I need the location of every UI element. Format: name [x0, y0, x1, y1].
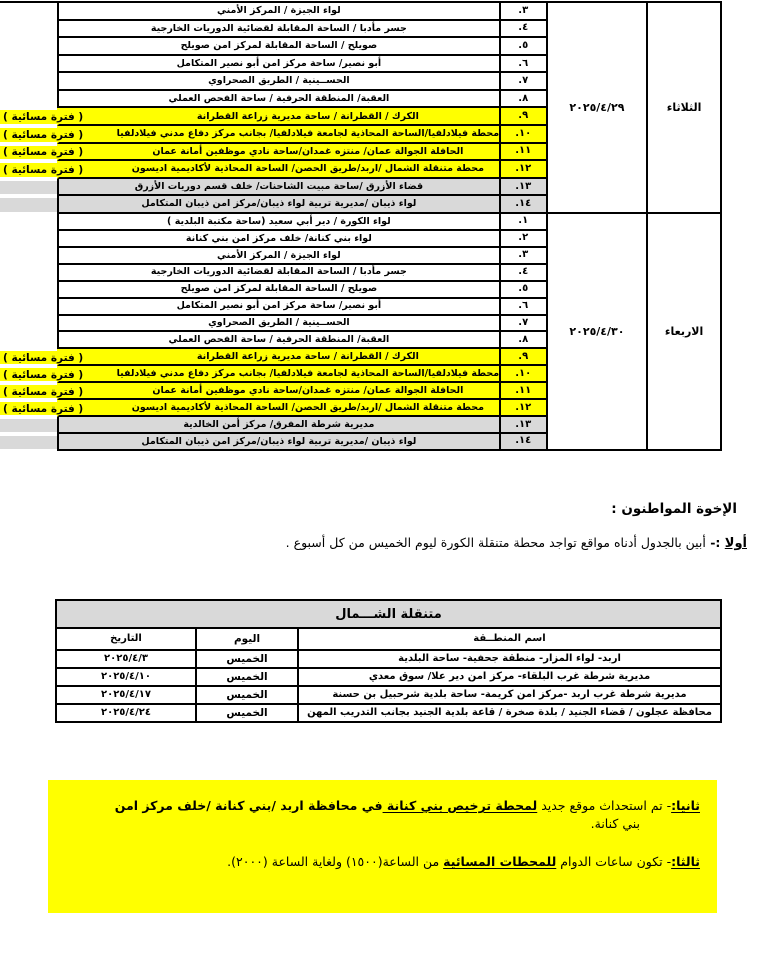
first-note-text: أبين بالجدول أدناه مواقع تواجد محطة متنقلة الكورة ليوم الخميس من كل أسبوع . — [285, 535, 706, 550]
schedule-rows-column — [0, 214, 548, 451]
table-row — [0, 265, 548, 282]
row-number-cell: .٩ — [499, 108, 548, 126]
schedule-table — [0, 1, 722, 451]
table-row — [57, 669, 720, 687]
row-number-cell: .٦ — [499, 56, 548, 74]
row-number-cell: .١٢ — [499, 161, 548, 179]
row-left-bleed — [0, 434, 57, 451]
row-number-cell: .٩ — [499, 349, 548, 366]
location-cell: صويلح / الساحة المقابلة لمركز امن صويلح — [57, 282, 499, 299]
day-cell: الثلاثاء — [646, 3, 722, 214]
location-cell: محطة متنقلة الشمال /اربد/طريق الحصن/ الساحة المحاذية لأكاديمية اديسون — [57, 400, 499, 417]
north-table-body — [57, 651, 720, 721]
location-cell: لواء بني كنانة/ خلف مركز امن بني كنانة — [57, 231, 499, 248]
table-row — [0, 126, 548, 144]
note-text-segment: - تم استحداث موقع جديد — [537, 798, 672, 813]
row-number-cell: .١٣ — [499, 179, 548, 197]
row-number-cell: .١١ — [499, 383, 548, 400]
table-row — [0, 248, 548, 265]
north-mobile-table — [55, 599, 722, 723]
table-row — [0, 38, 548, 56]
location-cell: الحافلة الجوالة عمان/ منتزه غمدان/ساحة نادي موظفين أمانة عمان — [57, 383, 499, 400]
row-left-bleed — [0, 161, 84, 179]
evening-period-label: ( فترة مسائية ) — [3, 368, 84, 381]
note-text-segment: للمحطات المسائية — [443, 853, 557, 869]
row-number-cell: .٨ — [499, 91, 548, 109]
column-header-date: التاريخ — [110, 633, 142, 644]
table-row — [0, 73, 548, 91]
evening-period-label: ( فترة مسائية ) — [3, 351, 84, 364]
row-number-cell: .٥ — [499, 282, 548, 299]
note-text-segment: من الساعة(١٥٠٠) ولغاية الساعة (٢٠٠٠). — [227, 853, 444, 869]
row-left-bleed — [0, 91, 57, 109]
note-text-segment: ثالثا: — [671, 853, 700, 869]
row-number-cell: .١ — [499, 214, 548, 231]
first-note-label: أولا — [724, 536, 747, 551]
table-row — [0, 299, 548, 316]
row-left-bleed — [0, 179, 57, 197]
row-number-cell: .١٤ — [499, 196, 548, 214]
second-note — [62, 798, 700, 815]
citizens-heading: الإخوة المواطنون : — [611, 501, 737, 517]
location-cell: أبو نصير/ ساحة مركز امن أبو نصير المتكامل — [57, 56, 499, 74]
location-cell: الكرك / القطرانة / ساحة مديرية زراعة القطرانة — [57, 349, 499, 366]
date-cell: ٢٠٢٥/٤/٣ — [104, 653, 148, 664]
column-header-region: اسم المنطــقة — [473, 633, 546, 644]
row-left-bleed — [0, 214, 57, 231]
row-number-cell: .١٢ — [499, 400, 548, 417]
table-row — [0, 434, 548, 451]
location-cell: الكرك / القطرانة / ساحة مديرية زراعة القطرانة — [57, 108, 499, 126]
note-text-segment: - تكون ساعات الدوام — [556, 853, 672, 869]
date-cell: ٢٠٢٥/٤/٣٠ — [548, 214, 646, 451]
evening-period-label: ( فترة مسائية ) — [3, 402, 84, 415]
table-row — [0, 108, 548, 126]
row-number-cell: .٤ — [499, 265, 548, 282]
evening-period-label: ( فترة مسائية ) — [3, 128, 84, 141]
table-row — [0, 21, 548, 39]
table-row — [0, 144, 548, 162]
row-left-bleed — [0, 282, 57, 299]
row-left-bleed — [0, 126, 84, 144]
location-cell: محطة فيلادلفيا/الساحة المحاذية لجامعة فيلادلفيا/ بجانب مركز دفاع مدني فيلادلفيا — [57, 126, 499, 144]
table-row — [0, 417, 548, 434]
row-left-bleed — [0, 366, 84, 383]
location-cell: مديرية شرطة المفرق/ مركز أمن الخالدية — [57, 417, 499, 434]
row-left-bleed — [0, 265, 57, 282]
table-row — [0, 231, 548, 248]
date-cell: ٢٠٢٥/٤/٢٩ — [548, 3, 646, 214]
row-left-bleed — [0, 38, 57, 56]
row-left-bleed — [0, 248, 57, 265]
date-cell: ٢٠٢٥/٤/١٧ — [100, 689, 152, 700]
row-left-bleed — [0, 349, 84, 366]
table-row — [0, 179, 548, 197]
row-number-cell: .٣ — [499, 3, 548, 21]
location-cell: جسر مأدبا / الساحة المقابلة لقضائية الدوريات الخارجية — [57, 21, 499, 39]
location-cell: صويلح / الساحة المقابلة لمركز امن صويلح — [57, 38, 499, 56]
row-left-bleed — [0, 21, 57, 39]
location-cell: الحافلة الجوالة عمان/ منتزه غمدان/ساحة نادي موظفين أمانة عمان — [57, 144, 499, 162]
third-note — [62, 854, 700, 871]
table-row — [0, 282, 548, 299]
region-cell: اربد- لواء المزار- منطقة جحفية- ساحة البلدية — [398, 653, 621, 664]
row-left-bleed — [0, 56, 57, 74]
row-left-bleed — [0, 400, 84, 417]
evening-period-label: ( فترة مسائية ) — [3, 163, 84, 176]
second-note-continuation: بني كنانة. — [590, 815, 640, 831]
row-left-bleed — [0, 3, 57, 21]
note-text-segment: في محافظة اربد /بني كنانة /خلف مركز امن — [114, 798, 383, 813]
row-number-cell: .٦ — [499, 299, 548, 316]
table-row — [0, 3, 548, 21]
table-row — [57, 687, 720, 705]
row-left-bleed — [0, 299, 57, 316]
row-number-cell: .١٠ — [499, 126, 548, 144]
location-cell: الحســينية / الطريق الصحراوي — [57, 73, 499, 91]
column-header-day: اليوم — [195, 629, 299, 649]
location-cell: محطة متنقلة الشمال /اربد/طريق الحصن/ الساحة المحاذية لأكاديمية اديسون — [57, 161, 499, 179]
row-left-bleed — [0, 144, 84, 162]
table-row — [0, 400, 548, 417]
table-row — [0, 316, 548, 333]
location-cell: لواء الجيزة / المركز الأمني — [57, 248, 499, 265]
location-cell: لواء الجيزة / المركز الأمني — [57, 3, 499, 21]
region-cell: محافظة عجلون / قضاء الجنيد / بلدة صخرة / قاعة بلدية الجنيد بجانب التدريب المهن — [307, 707, 712, 718]
table-row — [0, 214, 548, 231]
first-note-separator: :- — [705, 535, 725, 550]
table-row — [0, 332, 548, 349]
row-left-bleed — [0, 417, 57, 434]
location-cell: لواء ذيبان /مديرية تربية لواء ذيبان/مركز امن ذيبان المتكامل — [57, 196, 499, 214]
row-left-bleed — [0, 196, 57, 214]
row-number-cell: .٢ — [499, 231, 548, 248]
date-cell: ٢٠٢٥/٤/١٠ — [100, 671, 152, 682]
table-row — [0, 349, 548, 366]
region-cell: مديرية شرطة غرب اربد -مركز امن كريمة- ساحة بلدية شرحبيل بن حسنة — [332, 689, 687, 700]
row-number-cell: .١٤ — [499, 434, 548, 451]
row-left-bleed — [0, 316, 57, 333]
table-row — [0, 161, 548, 179]
row-left-bleed — [0, 383, 84, 400]
location-cell: أبو نصير/ ساحة مركز امن أبو نصير المتكامل — [57, 299, 499, 316]
location-cell: جسر مأدبا / الساحة المقابلة لقضائية الدوريات الخارجية — [57, 265, 499, 282]
location-cell: العقبة/ المنطقة الحرفية / ساحة الفحص العملي — [57, 332, 499, 349]
note-text-segment: لمحطة ترخيص بني كنانة — [382, 798, 538, 813]
row-number-cell: .٧ — [499, 316, 548, 333]
location-cell: لواء ذيبان /مديرية تربية لواء ذيبان/مركز امن ذيبان المتكامل — [57, 434, 499, 451]
date-cell: ٢٠٢٥/٤/٢٤ — [100, 707, 152, 718]
row-number-cell: .٣ — [499, 248, 548, 265]
row-left-bleed — [0, 231, 57, 248]
day-cell: الاربعاء — [646, 214, 722, 451]
row-number-cell: .٤ — [499, 21, 548, 39]
location-cell: محطة فيلادلفيا/الساحة المحاذية لجامعة فيلادلفيا/ بجانب مركز دفاع مدني فيلادلفيا — [57, 366, 499, 383]
evening-period-label: ( فترة مسائية ) — [3, 111, 84, 124]
row-number-cell: .٧ — [499, 73, 548, 91]
table-row — [57, 705, 720, 721]
row-number-cell: .٥ — [499, 38, 548, 56]
notes-highlight-box — [48, 780, 717, 913]
location-cell: الحســينية / الطريق الصحراوي — [57, 316, 499, 333]
row-left-bleed — [0, 332, 57, 349]
row-number-cell: .١٠ — [499, 366, 548, 383]
first-note-line — [286, 535, 747, 551]
table-row — [57, 651, 720, 669]
row-number-cell: .٨ — [499, 332, 548, 349]
table-row — [0, 383, 548, 400]
table-row — [0, 366, 548, 383]
row-left-bleed — [0, 73, 57, 91]
evening-period-label: ( فترة مسائية ) — [3, 385, 84, 398]
region-cell: مديرية شرطة غرب البلقاء- مركز امن دير علا/ سوق معدي — [368, 671, 651, 682]
day-cell: الخميس — [195, 669, 299, 685]
note-text-segment: ثانيا: — [671, 798, 700, 813]
north-table-header-row — [57, 629, 720, 651]
north-table-title: متنقلة الشـــمال — [57, 601, 720, 629]
table-row — [0, 196, 548, 214]
row-left-bleed — [0, 108, 84, 126]
row-number-cell: .١٣ — [499, 417, 548, 434]
evening-period-label: ( فترة مسائية ) — [3, 146, 84, 159]
location-cell: لواء الكورة / دير أبي سعيد (ساحة مكتبة البلدية ) — [57, 214, 499, 231]
schedule-rows-column — [0, 3, 548, 214]
day-cell: الخميس — [195, 651, 299, 667]
location-cell: العقبة/ المنطقة الحرفية / ساحة الفحص العملي — [57, 91, 499, 109]
day-cell: الخميس — [195, 687, 299, 703]
table-row — [0, 56, 548, 74]
row-number-cell: .١١ — [499, 144, 548, 162]
schedule-day-section — [0, 3, 722, 214]
schedule-day-section — [0, 214, 722, 451]
table-row — [0, 91, 548, 109]
day-cell: الخميس — [195, 705, 299, 721]
location-cell: قضاء الأزرق /ساحة مبيت الشاحنات/ خلف قسم دوريات الأزرق — [57, 179, 499, 197]
